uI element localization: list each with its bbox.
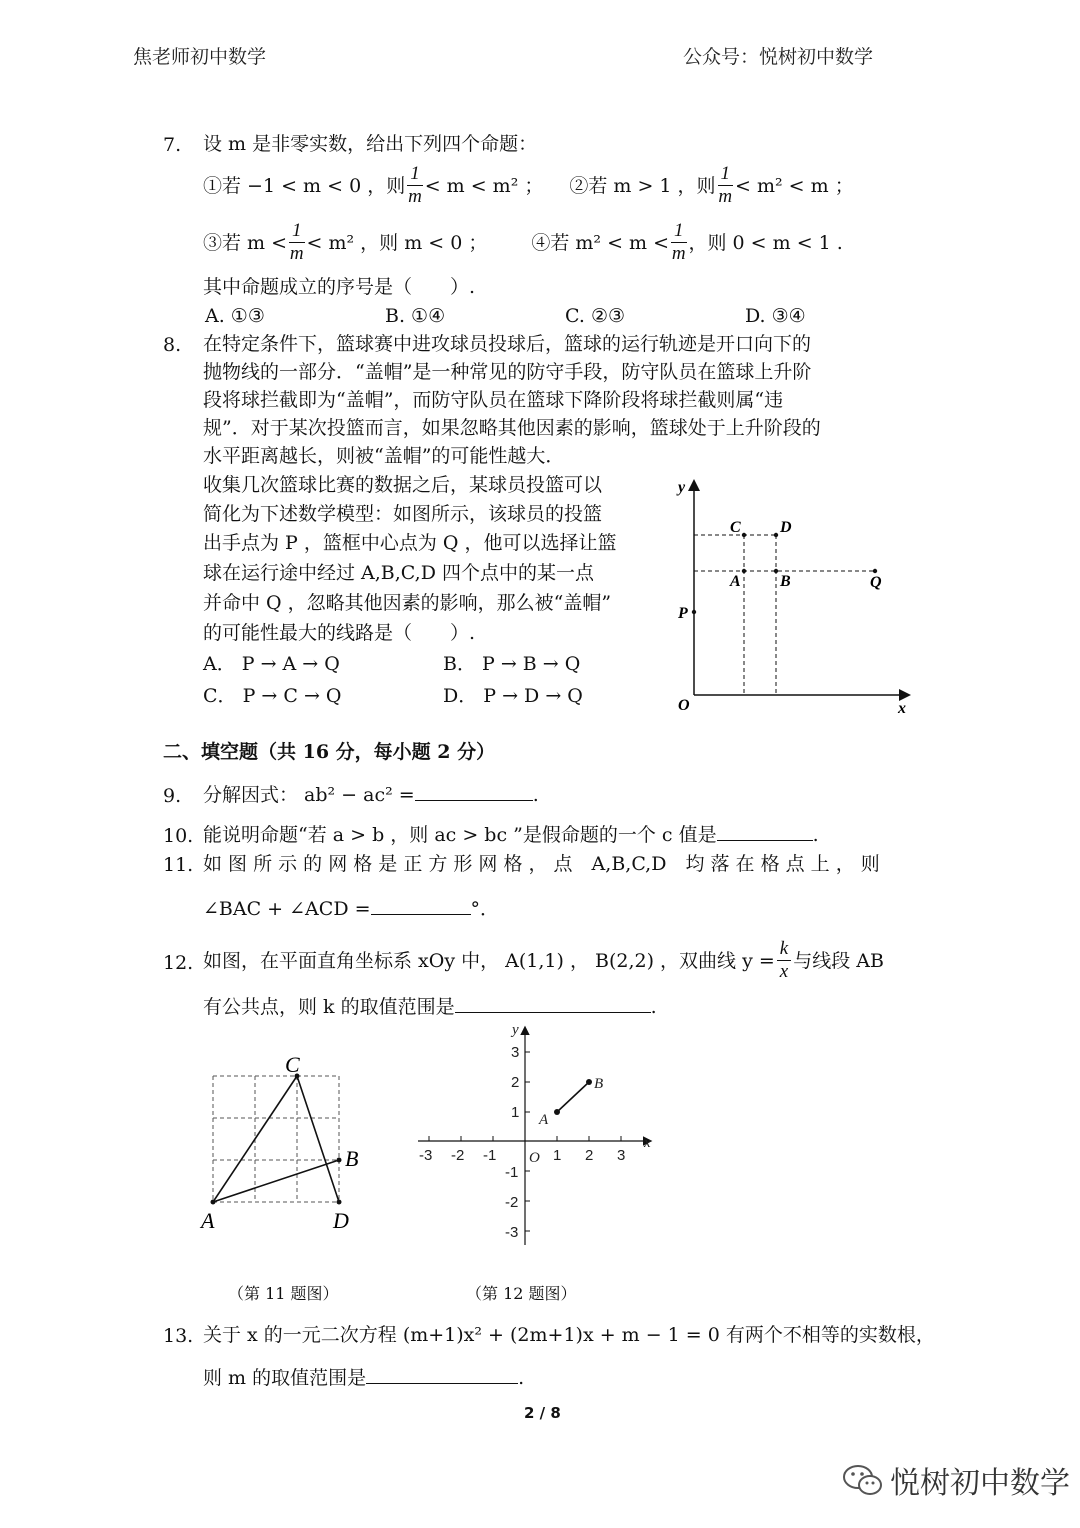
q9-number: 9. xyxy=(163,785,182,807)
xtick: 2 xyxy=(585,1147,594,1164)
q10-blank[interactable] xyxy=(717,822,813,841)
wechat-icon xyxy=(842,1462,884,1498)
label-o: O xyxy=(529,1150,540,1166)
q11-row2 xyxy=(203,895,499,923)
q11-text: 如 图 所 示 的 网 格 是 正 方 形 网 格 ， 点 A,B,C,D 均 落 在 格 点 上 ， 则 xyxy=(203,853,880,875)
frac-den: x xyxy=(779,961,789,982)
q10-end: . xyxy=(812,824,819,846)
page-number: 2 / 8 xyxy=(524,1404,561,1422)
q7-p3-frac xyxy=(289,220,305,265)
q7-p4a: ④若 m² < m < xyxy=(531,231,670,254)
ytick: -2 xyxy=(505,1194,519,1211)
q10-number: 10. xyxy=(163,825,194,847)
q8-line: 抛物线的一部分．“盖帽”是一种常见的防守手段，防守队员在篮球上升阶 xyxy=(203,361,812,383)
q9-text: 分解因式： ab² − ac² = xyxy=(203,784,415,806)
point-b xyxy=(774,569,778,573)
point-p xyxy=(692,610,696,614)
q12-text2: 有公共点，则 k 的取值范围是 xyxy=(203,996,455,1018)
xtick: -1 xyxy=(483,1147,497,1164)
frac-num: 1 xyxy=(407,163,423,186)
q9-end: . xyxy=(532,784,539,806)
q9-blank[interactable] xyxy=(415,782,533,801)
label-c: C xyxy=(285,1052,300,1077)
point-a xyxy=(554,1109,560,1115)
label-p: P xyxy=(678,605,688,622)
watermark-text: 悦树初中数学 xyxy=(890,1466,1070,1501)
q8-line: 规”．对于某次投篮而言，如果忽略其他因素的影响，篮球处于上升阶段的 xyxy=(203,417,821,439)
header-left: 焦老师初中数学 xyxy=(133,46,267,68)
q7-option-d: D. ③④ xyxy=(745,305,806,327)
point-a xyxy=(211,1200,216,1205)
q12-number: 12. xyxy=(163,952,194,974)
point-q xyxy=(873,569,877,573)
frac-num: k xyxy=(777,938,791,961)
section-title: 二、填空题（共 16 分，每小题 2 分） xyxy=(163,741,496,763)
q8-line: 的可能性最大的线路是（ ）. xyxy=(203,622,476,644)
ytick: -1 xyxy=(505,1164,519,1181)
point-b xyxy=(586,1079,592,1085)
point-c xyxy=(742,533,746,537)
fig11-caption: （第 11 题图） xyxy=(228,1284,339,1303)
q9-row xyxy=(203,781,539,809)
label-d: D xyxy=(780,519,792,536)
q12-text-b: 与线段 AB xyxy=(793,949,884,972)
q13-number: 13. xyxy=(163,1325,194,1347)
fig11 xyxy=(195,1048,375,1238)
q7-p4b: ，则 0 < m < 1 . xyxy=(688,231,843,254)
xtick: -2 xyxy=(451,1147,465,1164)
segment-ab xyxy=(557,1082,589,1112)
label-x: x xyxy=(898,700,906,717)
watermark xyxy=(842,1458,1070,1502)
label-c: C xyxy=(730,519,741,536)
q7-option-a: A. ①③ xyxy=(205,305,265,327)
q8-option-d: D． P → D → Q xyxy=(443,685,583,707)
q8-line: 收集几次篮球比赛的数据之后，某球员投篮可以 xyxy=(203,474,603,496)
q12-row2 xyxy=(203,993,657,1021)
frac-den: m xyxy=(408,186,422,207)
q7-ask: 其中命题成立的序号是（ ）. xyxy=(203,276,476,298)
q12-text-a: 如图，在平面直角坐标系 xOy 中， A(1,1) ， B(2,2) ，双曲线 y = xyxy=(203,949,775,972)
q8-line: 出手点为 P ，篮框中心点为 Q ，他可以选择让篮 xyxy=(203,532,617,554)
q13-row2 xyxy=(203,1364,524,1392)
ytick: 3 xyxy=(511,1044,520,1061)
label-b: B xyxy=(594,1076,604,1092)
label-y: y xyxy=(678,479,686,496)
ytick: -3 xyxy=(505,1224,519,1241)
q8-line: 在特定条件下，篮球赛中进攻球员投球后，篮球的运行轨迹是开口向下的 xyxy=(203,333,812,355)
label-y: y xyxy=(512,1022,519,1038)
q7-p1a: ①若 −1 < m < 0 ，则 xyxy=(203,174,406,197)
point-d xyxy=(774,533,778,537)
ytick: 2 xyxy=(511,1074,520,1091)
q7-p3b: < m² ，则 m < 0 ； xyxy=(306,231,488,254)
q12-frac xyxy=(777,938,791,983)
q7-p1b: < m < m² ； xyxy=(424,174,544,197)
q7-number: 7. xyxy=(163,134,182,156)
q7-p2a: ②若 m > 1 ，则 xyxy=(569,174,716,197)
point-a xyxy=(742,569,746,573)
q8-line: 简化为下述数学模型：如图所示，该球员的投篮 xyxy=(203,503,603,525)
q13-text: 关于 x 的一元二次方程 (m+1)x² + (2m+1)x + m − 1 = 0 有两个不相等的实数根， xyxy=(203,1324,935,1346)
q7-stem: 设 m 是非零实数，给出下列四个命题： xyxy=(203,133,538,155)
q8-figure xyxy=(670,470,920,720)
q7-option-c: C. ②③ xyxy=(565,305,626,327)
q11-end: °． xyxy=(470,898,500,920)
q13-blank[interactable] xyxy=(366,1365,518,1384)
q7-p2-frac xyxy=(718,163,734,208)
q8-line: 球在运行途中经过 A,B,C,D 四个点中的某一点 xyxy=(203,562,594,584)
q8-option-c: C． P → C → Q xyxy=(203,685,342,707)
q10-row xyxy=(203,821,819,849)
ytick: 1 xyxy=(511,1104,520,1121)
q7-prop-row1 xyxy=(203,163,854,208)
label-x: x xyxy=(644,1135,651,1151)
point-d xyxy=(337,1200,342,1205)
q8-line: 段将球拦截即为“盖帽”，而防守队员在篮球下降阶段将球拦截则属“违 xyxy=(203,389,784,411)
frac-den: m xyxy=(671,243,686,264)
frac-den: m xyxy=(289,243,304,264)
label-o: O xyxy=(678,697,690,714)
xtick: 3 xyxy=(617,1147,626,1164)
fig12-caption: （第 12 题图） xyxy=(466,1284,577,1303)
q13-end: . xyxy=(518,1367,525,1389)
q10-text: 能说明命题“若 a > b ，则 ac > bc ”是假命题的一个 c 值是 xyxy=(203,824,717,846)
q7-prop-row2 xyxy=(203,220,843,265)
q12-blank[interactable] xyxy=(455,994,651,1013)
q7-p4-frac xyxy=(671,220,687,265)
q7-option-b: B. ①④ xyxy=(385,305,446,327)
q13-text2: 则 m 的取值范围是 xyxy=(203,1367,367,1389)
frac-den: m xyxy=(718,186,733,207)
label-b: B xyxy=(345,1146,359,1171)
fig12 xyxy=(410,1020,660,1250)
point-b xyxy=(337,1158,342,1163)
label-a: A xyxy=(201,1208,215,1233)
label-a: A xyxy=(730,573,741,590)
label-q: Q xyxy=(870,574,882,591)
frac-num: 1 xyxy=(289,220,305,243)
q8-option-a: A． P → A → Q xyxy=(203,653,340,675)
xtick: 1 xyxy=(553,1147,562,1164)
frac-num: 1 xyxy=(671,220,687,243)
q11-number: 11. xyxy=(163,854,194,876)
q11-text2: ∠BAC + ∠ACD = xyxy=(203,898,371,920)
xtick: -3 xyxy=(419,1147,433,1164)
q12-row1 xyxy=(203,938,884,983)
segment-cd xyxy=(297,1076,339,1202)
segment-ab xyxy=(213,1160,339,1202)
header-right: 公众号：悦树初中数学 xyxy=(683,46,874,68)
q12-end: . xyxy=(650,996,657,1018)
q8-line: 并命中 Q ，忽略其他因素的影响，那么被“盖帽” xyxy=(203,592,612,614)
frac-num: 1 xyxy=(718,163,734,186)
q8-number: 8. xyxy=(163,334,182,356)
label-b: B xyxy=(780,573,791,590)
q11-blank[interactable] xyxy=(371,896,471,915)
q7-p2b: < m² < m ； xyxy=(735,174,854,197)
q8-option-b: B． P → B → Q xyxy=(443,653,581,675)
label-a: A xyxy=(539,1112,549,1128)
q8-line: 水平距离越长，则被“盖帽”的可能性越大． xyxy=(203,445,565,467)
q7-p1-frac xyxy=(407,163,423,208)
label-d: D xyxy=(333,1208,349,1233)
q7-p3a: ③若 m < xyxy=(203,231,288,254)
